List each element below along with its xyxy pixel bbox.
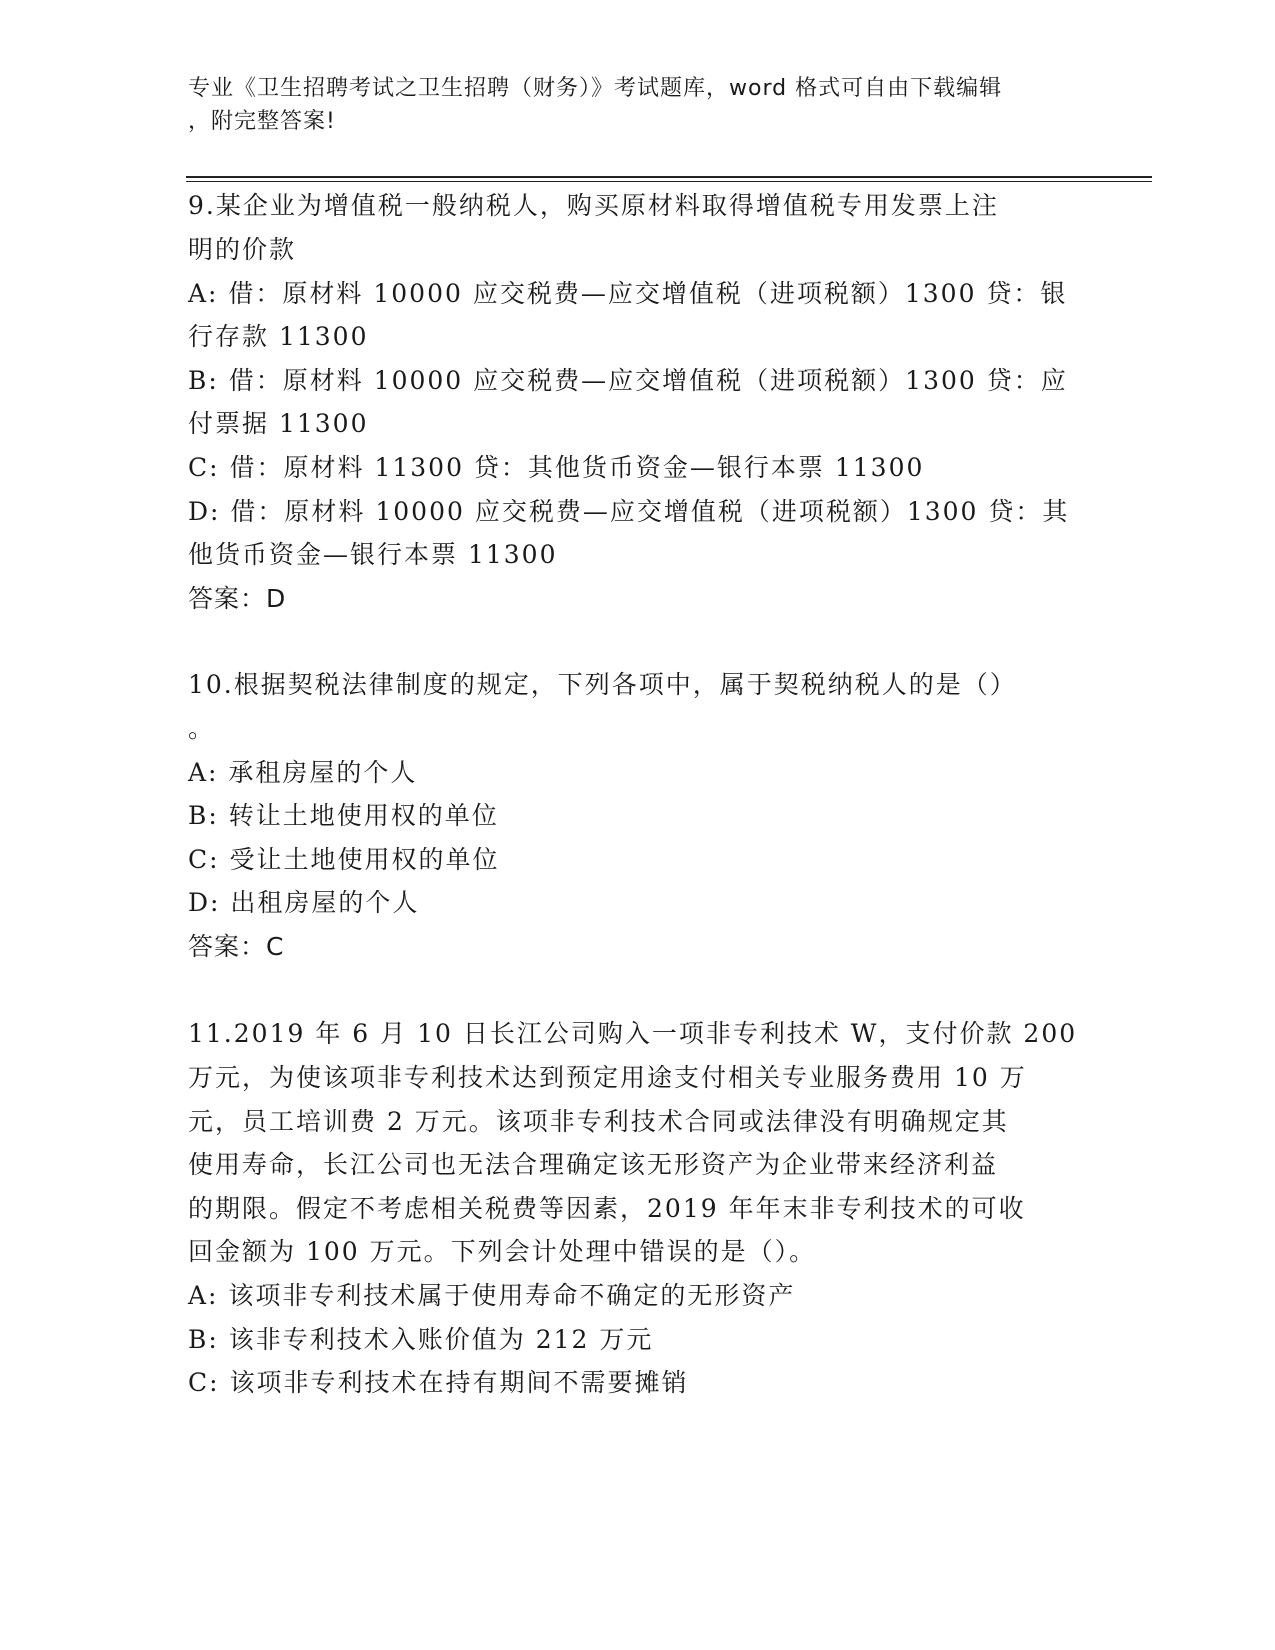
question-text: 万元，为使该项非专利技术达到预定用途支付相关专业服务费用 10 万 — [188, 1063, 1027, 1092]
option-a: A: 借：原材料 10000 应交税费—应交增值税（进项税额）1300 贷：银 — [188, 279, 1068, 308]
option-c: C: 借：原材料 11300 贷：其他货币资金—银行本票 11300 — [188, 453, 925, 482]
question-text: 10.根据契税法律制度的规定，下列各项中，属于契税纳税人的是（） — [188, 670, 1017, 699]
header-divider-thin — [186, 181, 1152, 182]
header-line-2: ，附完整答案! — [188, 109, 336, 134]
option-a-cont: 行存款 11300 — [188, 322, 369, 351]
question-text: 明的价款 — [188, 235, 297, 264]
question-text: 元，员工培训费 2 万元。该项非专利技术合同或法律没有明确规定其 — [188, 1107, 1009, 1136]
option-b: B: 借：原材料 10000 应交税费—应交增值税（进项税额）1300 贷：应 — [188, 366, 1068, 395]
header-divider-thick — [186, 176, 1152, 178]
option-a: A: 承租房屋的个人 — [188, 758, 418, 787]
question-text: 11.2019 年 6 月 10 日长江公司购入一项非专利技术 W，支付价款 200 — [188, 1019, 1078, 1048]
option-d: D: 出租房屋的个人 — [188, 888, 420, 917]
option-b-cont: 付票据 11300 — [188, 409, 369, 438]
option-a: A: 该项非专利技术属于使用寿命不确定的无形资产 — [188, 1281, 796, 1310]
option-b: B: 该非专利技术入账价值为 212 万元 — [188, 1325, 654, 1354]
option-d-cont: 他货币资金—银行本票 11300 — [188, 540, 558, 569]
question-text: 使用寿命，长江公司也无法合理确定该无形资产为企业带来经济利益 — [188, 1150, 999, 1179]
question-text: 。 — [188, 714, 216, 743]
question-text: 的期限。假定不考虑相关税费等因素，2019 年年末非专利技术的可收 — [188, 1194, 1026, 1223]
option-c: C: 受让土地使用权的单位 — [188, 845, 500, 874]
document-header — [188, 72, 1068, 138]
option-c: C: 该项非专利技术在持有期间不需要摊销 — [188, 1368, 689, 1397]
answer: 答案：C — [188, 932, 285, 961]
option-b: B: 转让土地使用权的单位 — [188, 801, 499, 830]
header-line-1: 专业《卫生招聘考试之卫生招聘（财务）》考试题库，word 格式可自由下载编辑 — [188, 76, 1003, 101]
answer: 答案：D — [188, 584, 287, 613]
question-text: 回金额为 100 万元。下列会计处理中错误的是（）。 — [188, 1237, 817, 1266]
question-text: 9.某企业为增值税一般纳税人，购买原材料取得增值税专用发票上注 — [188, 191, 999, 220]
option-d: D: 借：原材料 10000 应交税费—应交增值税（进项税额）1300 贷：其 — [188, 497, 1070, 526]
